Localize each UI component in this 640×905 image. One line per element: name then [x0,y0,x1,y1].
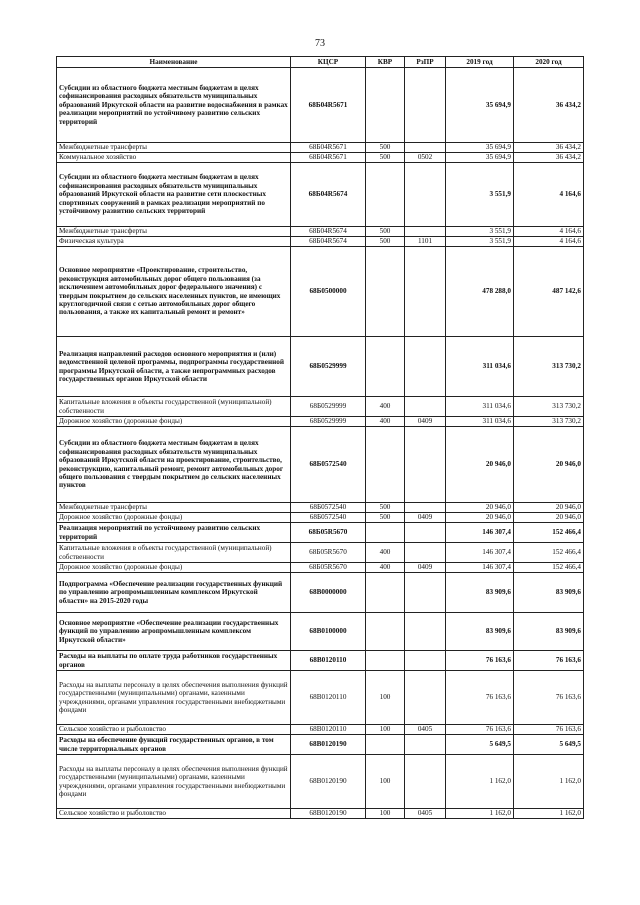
cell-kcsr: 68Б0500000 [291,247,366,337]
cell-kcsr: 68В0000000 [291,573,366,613]
cell-rzpr [405,543,446,563]
cell-kcsr: 68Б0529999 [291,337,366,397]
cell-kcsr: 68Б0572540 [291,503,366,513]
cell-name: Реализация мероприятий по устойчивому развитию сельских территорий [57,523,291,543]
cell-name: Расходы на выплаты персоналу в целях обеспечения выполнения функций государственными (муниципальными) органами, казенными учреждениями, органами управления государственными внебюджетными фондами [57,755,291,809]
cell-kvr: 500 [366,513,405,523]
header-kcsr: КЦСР [291,57,366,68]
table-row [57,68,584,143]
cell-kvr: 100 [366,755,405,809]
budget-table [56,56,584,819]
cell-y2020: 36 434,2 [514,153,584,163]
cell-y2020: 1 162,0 [514,809,584,819]
cell-y2019: 3 551,9 [446,163,514,227]
cell-name: Субсидии из областного бюджета местным бюджетам в целях софинансирования расходных обязательств муниципальных образований Иркутской области на развитие сети плоскостных спортивных сооружений в рамках реализации мероприятий по устойчивому развитию сельских территорий [57,163,291,227]
cell-rzpr [405,427,446,503]
cell-kvr [366,523,405,543]
cell-rzpr [405,503,446,513]
cell-rzpr: 0409 [405,417,446,427]
cell-kvr: 400 [366,543,405,563]
cell-rzpr: 0502 [405,153,446,163]
cell-kcsr: 68В0100000 [291,613,366,651]
cell-kvr: 500 [366,237,405,247]
cell-kvr: 500 [366,153,405,163]
cell-y2020: 313 730,2 [514,337,584,397]
cell-y2019: 83 909,6 [446,613,514,651]
table-row [57,143,584,153]
cell-kvr [366,651,405,671]
cell-y2019: 1 162,0 [446,809,514,819]
cell-y2019: 311 034,6 [446,417,514,427]
cell-y2019: 146 307,4 [446,523,514,543]
cell-kvr: 100 [366,671,405,725]
cell-kvr: 400 [366,397,405,417]
cell-rzpr [405,68,446,143]
cell-rzpr [405,755,446,809]
header-2019: 2019 год [446,57,514,68]
cell-rzpr [405,523,446,543]
cell-rzpr [405,651,446,671]
cell-kcsr: 68В0120190 [291,735,366,755]
cell-rzpr [405,613,446,651]
cell-y2019: 5 649,5 [446,735,514,755]
cell-kcsr: 68В0120190 [291,755,366,809]
table-row [57,573,584,613]
cell-rzpr [405,573,446,613]
cell-kvr [366,613,405,651]
cell-kvr: 400 [366,417,405,427]
cell-name: Дорожное хозяйство (дорожные фонды) [57,513,291,523]
cell-name: Межбюджетные трансферты [57,227,291,237]
cell-y2019: 3 551,9 [446,227,514,237]
cell-y2020: 76 163,6 [514,671,584,725]
cell-y2019: 1 162,0 [446,755,514,809]
cell-y2019: 76 163,6 [446,725,514,735]
cell-name: Основное мероприятие «Обеспечение реализации государственных функций по управлению агропромышленным комплексом Иркутской области» [57,613,291,651]
cell-name: Физическая культура [57,237,291,247]
cell-rzpr: 1101 [405,237,446,247]
cell-y2020: 313 730,2 [514,417,584,427]
cell-rzpr: 0409 [405,563,446,573]
cell-y2020: 20 946,0 [514,427,584,503]
cell-name: Дорожное хозяйство (дорожные фонды) [57,563,291,573]
cell-name: Межбюджетные трансферты [57,143,291,153]
cell-y2020: 152 466,4 [514,523,584,543]
header-name: Наименование [57,57,291,68]
cell-kcsr: 68Б0572540 [291,427,366,503]
cell-name: Сельское хозяйство и рыболовство [57,725,291,735]
cell-kvr: 500 [366,227,405,237]
table-row [57,513,584,523]
cell-y2019: 83 909,6 [446,573,514,613]
cell-name: Подпрограмма «Обеспечение реализации государственных функций по управлению агропромышленным комплексом Иркутской области» на 2015-2020 годы [57,573,291,613]
cell-rzpr [405,247,446,337]
cell-kvr [366,337,405,397]
cell-y2020: 5 649,5 [514,735,584,755]
cell-y2020: 152 466,4 [514,563,584,573]
table-row [57,725,584,735]
cell-y2019: 20 946,0 [446,503,514,513]
cell-kvr [366,247,405,337]
cell-y2020: 1 162,0 [514,755,584,809]
cell-name: Расходы на обеспечение функций государственных органов, в том числе территориальных органов [57,735,291,755]
cell-kvr: 100 [366,725,405,735]
table-row [57,153,584,163]
cell-kcsr: 68Б0529999 [291,397,366,417]
table-row [57,247,584,337]
cell-kcsr: 68Б05R5670 [291,563,366,573]
table-row [57,543,584,563]
cell-y2019: 35 694,9 [446,143,514,153]
cell-name: Капитальные вложения в объекты государственной (муниципальной) собственности [57,397,291,417]
cell-y2020: 4 164,6 [514,237,584,247]
cell-kvr: 500 [366,143,405,153]
table-row [57,227,584,237]
cell-rzpr: 0405 [405,725,446,735]
table-row [57,237,584,247]
header-rzpr: РзПР [405,57,446,68]
cell-y2020: 20 946,0 [514,503,584,513]
cell-kcsr: 68Б0572540 [291,513,366,523]
cell-kvr [366,427,405,503]
cell-name: Основное мероприятие «Проектирование, строительство, реконструкция автомобильных дорог общего пользования (за исключением автомобильных дорог федерального значения) с твердым покрытием до сельских населенных пунктов, не имеющих круглогодичной связи с сетью автомобильных дорог общего пользования, а также их капитальный ремонт и ремонт» [57,247,291,337]
cell-y2020: 36 434,2 [514,143,584,153]
cell-y2019: 146 307,4 [446,543,514,563]
cell-kvr [366,163,405,227]
cell-name: Капитальные вложения в объекты государственной (муниципальной) собственности [57,543,291,563]
header-kvr: КВР [366,57,405,68]
cell-kvr: 100 [366,809,405,819]
cell-kvr [366,573,405,613]
cell-kcsr: 68В0120110 [291,671,366,725]
cell-name: Субсидии из областного бюджета местным бюджетам в целях софинансирования расходных обязательств муниципальных образований Иркутской области на проектирование, строительство, реконструкцию, капитальный ремонт, ремонт автомобильных дорог общего пользования с твердым покрытием до сельских населенных пунктов [57,427,291,503]
cell-rzpr [405,735,446,755]
cell-kcsr: 68В0120110 [291,725,366,735]
cell-kcsr: 68Б05R5670 [291,523,366,543]
cell-y2019: 76 163,6 [446,671,514,725]
cell-y2019: 76 163,6 [446,651,514,671]
cell-name: Субсидии из областного бюджета местным бюджетам в целях софинансирования расходных обязательств муниципальных образований Иркутской области на развитие водоснабжения в рамках реализации мероприятий по устойчивому развитию сельских территорий [57,68,291,143]
cell-rzpr: 0409 [405,513,446,523]
cell-y2020: 4 164,6 [514,163,584,227]
cell-y2019: 478 288,0 [446,247,514,337]
cell-kcsr: 68Б04R5674 [291,227,366,237]
table-row [57,651,584,671]
cell-kcsr: 68В0120110 [291,651,366,671]
cell-kcsr: 68Б04R5671 [291,143,366,153]
cell-y2019: 146 307,4 [446,563,514,573]
cell-y2020: 83 909,6 [514,573,584,613]
cell-y2020: 4 164,6 [514,227,584,237]
cell-y2020: 313 730,2 [514,397,584,417]
table-row [57,755,584,809]
table-header-row [57,57,584,68]
table-row [57,735,584,755]
cell-y2019: 35 694,9 [446,153,514,163]
cell-y2020: 20 946,0 [514,513,584,523]
cell-rzpr [405,397,446,417]
cell-rzpr [405,227,446,237]
table-row [57,397,584,417]
cell-name: Коммунальное хозяйство [57,153,291,163]
page-number: 73 [315,38,325,49]
table-row [57,417,584,427]
cell-name: Сельское хозяйство и рыболовство [57,809,291,819]
cell-y2019: 311 034,6 [446,397,514,417]
cell-name: Расходы на выплаты по оплате труда работников государственных органов [57,651,291,671]
cell-y2019: 20 946,0 [446,513,514,523]
cell-rzpr [405,143,446,153]
table-row [57,427,584,503]
cell-y2020: 152 466,4 [514,543,584,563]
cell-rzpr [405,163,446,227]
table-row [57,613,584,651]
cell-kcsr: 68Б04R5671 [291,153,366,163]
cell-y2020: 36 434,2 [514,68,584,143]
cell-rzpr: 0405 [405,809,446,819]
header-2020: 2020 год [514,57,584,68]
cell-name: Дорожное хозяйство (дорожные фонды) [57,417,291,427]
cell-kvr [366,735,405,755]
table-row [57,523,584,543]
cell-kcsr: 68Б04R5674 [291,237,366,247]
table-row [57,671,584,725]
cell-rzpr [405,337,446,397]
cell-rzpr [405,671,446,725]
cell-kcsr: 68Б05R5670 [291,543,366,563]
cell-kcsr: 68В0120190 [291,809,366,819]
table-row [57,337,584,397]
cell-y2019: 20 946,0 [446,427,514,503]
cell-name: Реализация направлений расходов основного мероприятия и (или) ведомственной целевой программы, подпрограммы государственной программы Иркутской области, а также непрограммных расходов государственных органов Иркутской области [57,337,291,397]
cell-y2020: 76 163,6 [514,725,584,735]
table-row [57,563,584,573]
cell-kcsr: 68Б04R5671 [291,68,366,143]
cell-kvr [366,68,405,143]
cell-y2020: 83 909,6 [514,613,584,651]
cell-kvr: 400 [366,563,405,573]
table-row [57,503,584,513]
cell-name: Расходы на выплаты персоналу в целях обеспечения выполнения функций государственными (муниципальными) органами, казенными учреждениями, органами управления государственными внебюджетными фондами [57,671,291,725]
table-row [57,163,584,227]
cell-y2020: 487 142,6 [514,247,584,337]
cell-y2019: 35 694,9 [446,68,514,143]
cell-kvr: 500 [366,503,405,513]
cell-kcsr: 68Б04R5674 [291,163,366,227]
cell-kcsr: 68Б0529999 [291,417,366,427]
cell-y2019: 3 551,9 [446,237,514,247]
cell-name: Межбюджетные трансферты [57,503,291,513]
cell-y2019: 311 034,6 [446,337,514,397]
table-row [57,809,584,819]
cell-y2020: 76 163,6 [514,651,584,671]
